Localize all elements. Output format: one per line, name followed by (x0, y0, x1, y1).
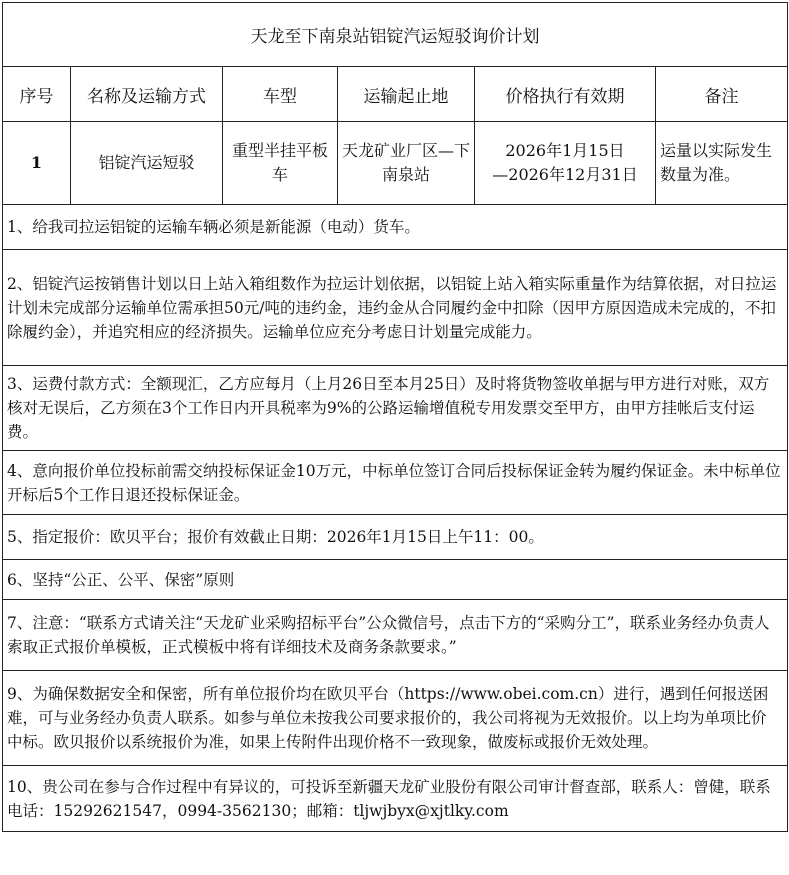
row-index: 1 (3, 122, 71, 205)
header-remark: 备注 (656, 67, 788, 122)
table-row (3, 122, 788, 205)
row-vehicle: 重型半挂平板车 (223, 122, 338, 205)
table-title: 天龙至下南泉站铝锭汽运短驳询价计划 (3, 3, 788, 67)
inquiry-table (2, 2, 788, 832)
header-route: 运输起止地 (338, 67, 475, 122)
header-index: 序号 (3, 67, 71, 122)
note-6: 6、坚持“公正、公平、保密”原则 (3, 560, 788, 600)
note-10: 10、贵公司在参与合作过程中有异议的，可投诉至新疆天龙矿业股份有限公司审计督查部，联系人：曾健，联系电话：15292621547，0994-3562130；邮箱：tljwjbyx@xjtlky.com (3, 766, 788, 832)
row-route: 天龙矿业厂区—下南泉站 (338, 122, 475, 205)
note-5: 5、指定报价：欧贝平台；报价有效截止日期：2026年1月15日上午11：00。 (3, 515, 788, 560)
note-4: 4、意向报价单位投标前需交纳投标保证金10万元，中标单位签订合同后投标保证金转为履约保证金。未中标单位开标后5个工作日退还投标保证金。 (3, 451, 788, 515)
row-period-start: 2026年1月15日 (505, 141, 625, 160)
header-validity-period: 价格执行有效期 (475, 67, 656, 122)
note-2: 2、铝锭汽运按销售计划以日上站入箱组数作为拉运计划依据，以铝锭上站入箱实际重量作为结算依据，对日拉运计划未完成部分运输单位需承担50元/吨的违约金，违约金从合同履约金中扣除（因甲方原因造成未完成的，不扣除履约金），并追究相应的经济损失。运输单位应充分考虑日计划量完成能力。 (3, 250, 788, 366)
header-vehicle-type: 车型 (223, 67, 338, 122)
row-name: 铝锭汽运短驳 (71, 122, 223, 205)
note-7: 7、注意：“联系方式请关注“天龙矿业采购招标平台”公众微信号，点击下方的“采购分工”，联系业务经办负责人索取正式报价单模板，正式模板中将有详细技术及商务条款要求。” (3, 600, 788, 671)
note-1: 1、给我司拉运铝锭的运输车辆必须是新能源（电动）货车。 (3, 205, 788, 250)
note-9: 9、为确保数据安全和保密，所有单位报价均在欧贝平台（https://www.obei.com.cn）进行，遇到任何报送困难，可与业务经办负责人联系。如参与单位未按我公司要求报价的，我公司将视为无效报价。以上均为单项比价中标。欧贝报价以系统报价为准，如果上传附件出现价格不一致现象，做废标或报价无效处理。 (3, 671, 788, 766)
row-remark: 运量以实际发生数量为准。 (656, 122, 788, 205)
row-period-end: —2026年12月31日 (492, 165, 638, 184)
note-3: 3、运费付款方式：全额现汇，乙方应每月（上月26日至本月25日）及时将货物签收单据与甲方进行对账，双方核对无误后，乙方须在3个工作日内开具税率为9%的公路运输增值税专用发票交至甲方，由甲方挂帐后支付运费。 (3, 366, 788, 451)
header-name-transport: 名称及运输方式 (71, 67, 223, 122)
row-period (475, 122, 656, 205)
